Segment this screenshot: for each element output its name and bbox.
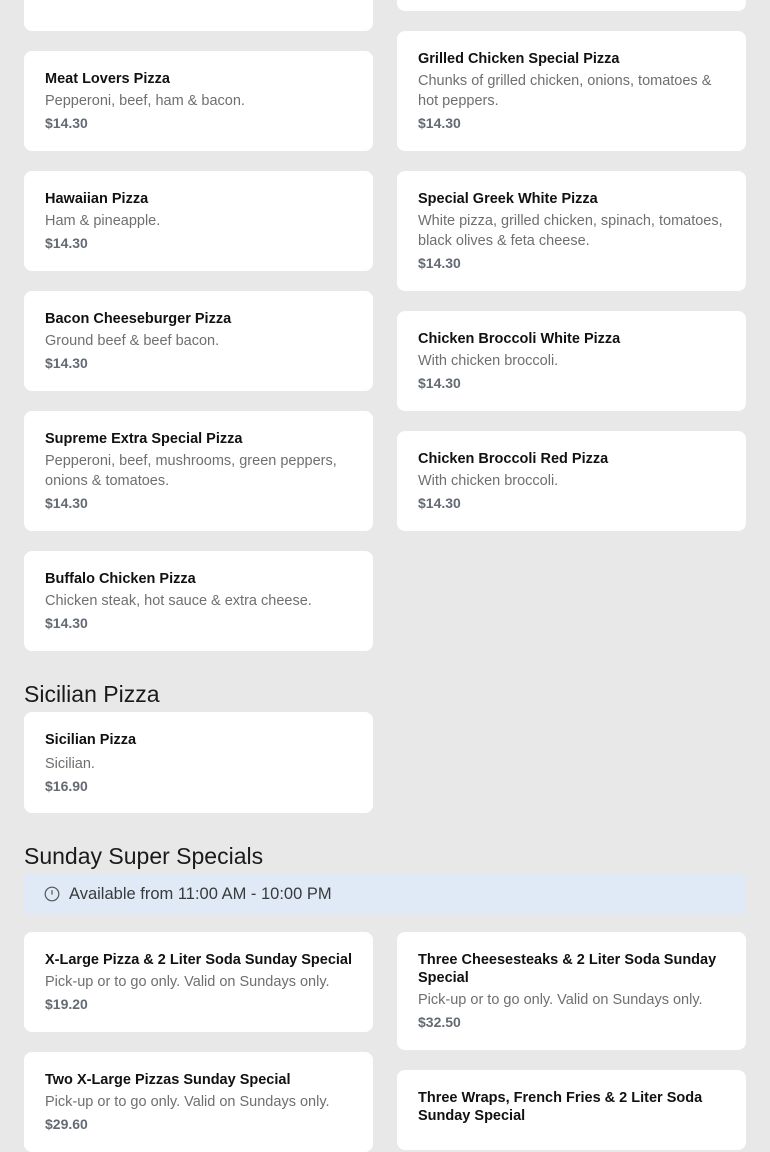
item-description: With chicken broccoli. xyxy=(418,473,559,489)
item-price: $14.30 xyxy=(45,235,88,251)
section-title-sicilian: Sicilian Pizza xyxy=(24,681,160,707)
menu-item-supreme-extra[interactable] xyxy=(24,411,373,531)
menu-item-meat-lovers[interactable] xyxy=(24,51,373,151)
item-price: $29.60 xyxy=(45,1116,88,1132)
item-price: $16.90 xyxy=(45,778,88,794)
item-description: Ground beef & beef bacon. xyxy=(45,333,220,349)
item-price: $32.50 xyxy=(418,1014,461,1030)
menu-item-xl-pizza-soda[interactable] xyxy=(24,932,373,1032)
menu-item-two-xl-pizzas[interactable] xyxy=(24,1052,373,1152)
menu-item-bacon-cheeseburger[interactable] xyxy=(24,291,373,391)
menu-item-special-greek[interactable] xyxy=(397,171,746,291)
item-price: $14.30 xyxy=(418,115,461,131)
item-description: Pick-up or to go only. Valid on Sundays only. xyxy=(418,992,703,1008)
item-description: Pepperoni, beef, mushrooms, green peppers, onions & tomatoes. xyxy=(45,453,337,489)
menu-item-card[interactable] xyxy=(24,0,373,31)
item-description: Sicilian. xyxy=(45,756,95,772)
item-price: $14.30 xyxy=(45,495,88,511)
item-description: Pick-up or to go only. Valid on Sundays only. xyxy=(45,974,330,990)
item-name: Bacon Cheeseburger Pizza xyxy=(45,311,232,327)
section-title-sunday-specials: Sunday Super Specials xyxy=(24,843,264,869)
item-description: With chicken broccoli. xyxy=(418,353,559,369)
menu-item-three-cheesesteaks[interactable] xyxy=(397,932,746,1050)
item-description: Chicken steak, hot sauce & extra cheese. xyxy=(45,593,312,609)
availability-banner xyxy=(24,874,746,914)
item-name: Meat Lovers Pizza xyxy=(45,71,170,87)
menu-item-card[interactable] xyxy=(397,0,746,11)
item-price: $14.30 xyxy=(418,495,461,511)
item-price: $14.30 xyxy=(45,115,88,131)
clock-icon xyxy=(44,886,60,902)
item-name: Chicken Broccoli White Pizza xyxy=(418,331,621,347)
menu-item-chicken-broccoli-red[interactable] xyxy=(397,431,746,531)
item-name: Grilled Chicken Special Pizza xyxy=(418,51,620,67)
item-name: Sicilian Pizza xyxy=(45,732,137,748)
item-name: Supreme Extra Special Pizza xyxy=(45,431,243,447)
item-description: Pick-up or to go only. Valid on Sundays only. xyxy=(45,1094,330,1110)
menu-item-chicken-broccoli-white[interactable] xyxy=(397,311,746,411)
menu-item-buffalo-chicken[interactable] xyxy=(24,551,373,651)
menu-item-hawaiian[interactable] xyxy=(24,171,373,271)
menu-item-sicilian[interactable] xyxy=(24,712,373,813)
item-name: Special Greek White Pizza xyxy=(418,191,598,207)
item-description: Ham & pineapple. xyxy=(45,213,161,229)
item-name: X-Large Pizza & 2 Liter Soda Sunday Special xyxy=(45,952,353,968)
menu-item-grilled-chicken[interactable] xyxy=(397,31,746,151)
availability-text: Available from 11:00 AM - 10:00 PM xyxy=(69,884,332,903)
item-price: $14.30 xyxy=(45,355,88,371)
item-name: Three Cheesesteaks & 2 Liter Soda Sunday Special xyxy=(418,952,717,986)
item-price: $14.30 xyxy=(418,255,461,271)
item-price: $14.30 xyxy=(418,375,461,391)
item-description: Chunks of grilled chicken, onions, tomatoes & hot peppers. xyxy=(418,73,712,109)
item-name: Two X-Large Pizzas Sunday Special xyxy=(45,1072,291,1088)
item-name: Three Wraps, French Fries & 2 Liter Soda Sunday Special xyxy=(418,1090,703,1124)
item-description: Pepperoni, beef, ham & bacon. xyxy=(45,93,245,109)
item-price: $19.20 xyxy=(45,996,88,1012)
item-name: Chicken Broccoli Red Pizza xyxy=(418,451,609,467)
item-name: Buffalo Chicken Pizza xyxy=(45,571,196,587)
item-price: $14.30 xyxy=(45,615,88,631)
menu-item-three-wraps[interactable] xyxy=(397,1070,746,1150)
item-description: White pizza, grilled chicken, spinach, tomatoes, black olives & feta cheese. xyxy=(418,213,723,249)
item-name: Hawaiian Pizza xyxy=(45,191,149,207)
